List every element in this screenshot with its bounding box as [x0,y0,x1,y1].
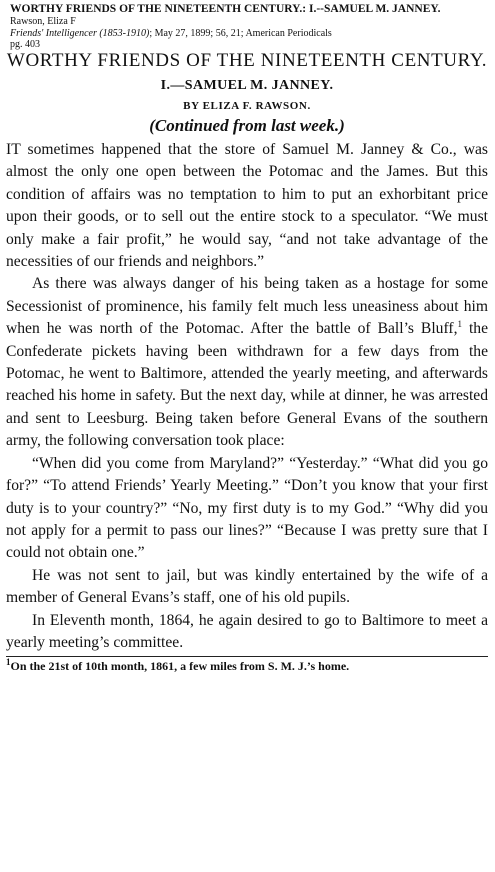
paragraph-5: In Eleventh month, 1864, he again desired to go to Baltimore to meet a yearly meeting’s committee. [6,611,488,651]
article-headline: WORTHY FRIENDS OF THE NINETEENTH CENTURY. [6,50,488,71]
footnote [6,659,488,674]
footnote-ref: 1 [457,319,462,330]
citation-journal: Friends' Intelligencer (1853-1910) [10,27,150,39]
citation-author: Rawson, Eliza F [10,16,76,27]
article [6,50,488,674]
paragraph-1: IT sometimes happened that the store of Samuel M. Janney & Co., was almost the only one open between the Potomac and the James. But this condition of affairs was no temptation to him to put an exhorbitant price upon their goods, or to sell out the entire stock to a speculator. “We must only make a fair profit,” he would say, “and not take advantage of the necessities of our friends and neighbors.” [6,141,488,271]
citation-source [10,28,490,40]
article-body [6,139,488,654]
paragraph-3: “When did you come from Maryland?” “Yesterday.” “What did you go for?” “To attend Friends’ Yearly Meeting.” “Don’t you know that your first duty is to your country?” “No, my first duty is to my God.” “Why did you not apply for a permit to pass our lines?” “Because I was pretty sure that I could not obtain one.” [6,454,488,562]
footnote-marker: 1 [6,657,11,668]
citation-details: ; May 27, 1899; 56, 21; American Periodicals [149,27,332,39]
citation-title: WORTHY FRIENDS OF THE NINETEENTH CENTURY.: I.--SAMUEL M. JANNEY. [10,3,441,15]
paragraph-2-start: As there was always danger of his being taken as a hostage for some Secessionist of prominence, his family felt much less uneasiness about him when he was north of the Potomac. After the battle of Ball’s Bluff, [6,275,488,338]
paragraph-2 [6,273,488,452]
paragraph-4: He was not sent to jail, but was kindly entertained by the wife of a member of General Evans’s staff, one of his old pupils. [6,566,488,607]
citation-header [10,3,490,51]
continued-note: (Continued from last week.) [149,116,345,135]
footnote-text: On the 21st of 10th month, 1861, a few miles from S. M. J.’s home. [10,659,350,674]
citation-page: pg. 403 [10,39,40,50]
paragraph-2-rest: the Confederate pickets having been withdrawn for a few days from the Potomac, he went to Baltimore, attended the yearly meeting, and afterwards reached his home in safety. But the next day, while at dinner, he was arrested and sent to Leesburg. Being taken before General Evans of the southern army, the following conversation took place: [6,320,488,450]
article-byline: BY ELIZA F. RAWSON. [183,100,311,112]
article-subhead: I.—SAMUEL M. JANNEY. [160,78,334,93]
footnote-divider [6,656,488,657]
